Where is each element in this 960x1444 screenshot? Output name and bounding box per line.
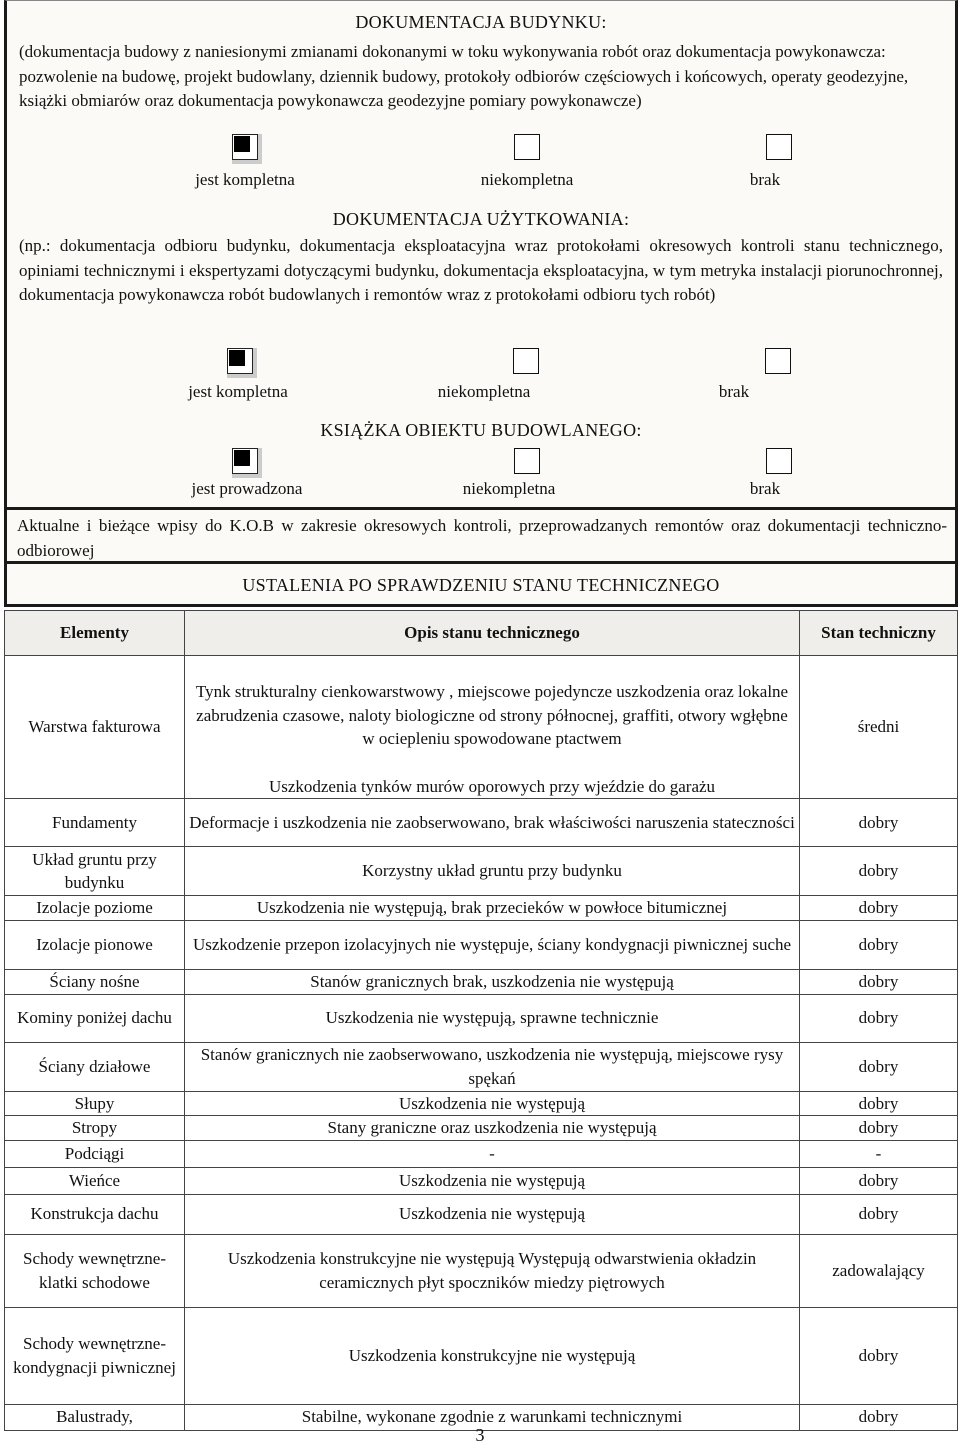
building-docs-checkbox-complete[interactable] (232, 134, 258, 160)
table-row (5, 920, 958, 969)
row-state: dobry (800, 969, 958, 994)
row-element: Podciągi (5, 1140, 185, 1167)
row-element: Konstrukcja dachu (5, 1194, 185, 1234)
row-element: Izolacje poziome (5, 896, 185, 921)
row-state: dobry (800, 896, 958, 921)
row-description: Uszkodzenia nie występują (185, 1091, 800, 1116)
row-element: Schody wewnętrzne- kondygnacji piwnicznej (5, 1307, 185, 1404)
row-description: Uszkodzenia nie występują (185, 1194, 800, 1234)
row-state: dobry (800, 1404, 958, 1430)
row-description: - (185, 1140, 800, 1167)
row-element: Fundamenty (5, 799, 185, 847)
row-element: Ściany działowe (5, 1042, 185, 1091)
row-description: Deformacje i uszkodzenia nie zaobserwowano, brak właściwości naruszenia stateczności (185, 799, 800, 847)
row-description: Uszkodzenia konstrukcyjne nie występują Występują odwarstwienia okładzin ceramicznych płyt spoczników miedzy piętrowych (185, 1234, 800, 1307)
kob-separator (7, 507, 955, 510)
table-row (5, 1091, 958, 1116)
row-element: Balustrady, (5, 1404, 185, 1430)
row-state: dobry (800, 1167, 958, 1194)
row-state: dobry (800, 1194, 958, 1234)
usage-docs-checkbox-missing[interactable] (765, 348, 791, 374)
row-description: Stanów granicznych nie zaobserwowano, uszkodzenia nie występują, miejscowe rysy spękań (185, 1042, 800, 1091)
usage-docs-title: DOKUMENTACJA UŻYTKOWANIA: (332, 209, 630, 229)
building-docs-title: DOKUMENTACJA BUDYNKU: (355, 12, 607, 32)
header-state: Stan techniczny (800, 611, 958, 656)
usage-docs-option-incomplete: niekompletna (437, 382, 531, 401)
table-row (5, 969, 958, 994)
row-element: Stropy (5, 1116, 185, 1141)
row-element: Izolacje pionowe (5, 920, 185, 969)
row-description: Uszkodzenie przepon izolacyjnych nie występuje, ściany kondygnacji piwnicznej suche (185, 920, 800, 969)
row-state: dobry (800, 1091, 958, 1116)
row-description: Stabilne, wykonane zgodnie z warunkami technicznymi (185, 1404, 800, 1430)
row-element: Kominy poniżej dachu (5, 994, 185, 1042)
kob-checkbox-incomplete[interactable] (514, 448, 540, 474)
section-title: USTALENIA PO SPRAWDZENIU STANU TECHNICZNEGO (242, 575, 720, 595)
usage-docs-text: (np.: dokumentacja odbioru budynku, dokumentacja eksploatacyjna wraz protokołami okresowych kontroli stanu technicznego, opiniami technicznymi i ekspertyzami dotyczącymi budynku, dokumentacja eksploatacyjna, w tym metryka instalacji piorunochronnej, dokumentacja powykonawcza robót budowlanych i remontów wraz z protokołami odbioru tych robót) (19, 236, 943, 304)
documentation-frame (4, 0, 958, 607)
kob-checkbox-kept[interactable] (232, 448, 258, 474)
table-row (5, 994, 958, 1042)
usage-docs-checkbox-incomplete[interactable] (513, 348, 539, 374)
row-state: dobry (800, 1307, 958, 1404)
usage-docs-checkbox-complete[interactable] (227, 348, 253, 374)
table-row (5, 1194, 958, 1234)
usage-docs-option-complete: jest kompletna (188, 382, 288, 401)
building-docs-text: (dokumentacja budowy z naniesionymi zmianami dokonanymi w toku wykonywania robót oraz dokumentacja powykonawcza: pozwolenie na budowę, projekt budowlany, dziennik budowy, protokoły odbiorów częściowych i końcowych, operaty geodezyjne, książki obmiarów oraz dokumentacja powykonawcza geodezyjne pomiary powykonawcze) (19, 42, 909, 110)
row-description: Uszkodzenia konstrukcyjne nie występują (185, 1307, 800, 1404)
building-docs-option-missing: brak (749, 170, 781, 189)
row-element: Układ gruntu przy budynku (5, 847, 185, 896)
table-row (5, 1042, 958, 1091)
building-docs-checkbox-incomplete[interactable] (514, 134, 540, 160)
row-description: Uszkodzenia nie występują, sprawne technicznie (185, 994, 800, 1042)
table-header-row (5, 611, 958, 656)
row-state: dobry (800, 1116, 958, 1141)
table-row (5, 1140, 958, 1167)
header-description: Opis stanu technicznego (185, 611, 800, 656)
row-description: Stany graniczne oraz uszkodzenia nie występują (185, 1116, 800, 1141)
row-description: Uszkodzenia nie występują, brak przecieków w powłoce bitumicznej (185, 896, 800, 921)
kob-checkbox-missing[interactable] (766, 448, 792, 474)
technical-state-table (4, 610, 958, 1431)
building-docs-checkbox-missing[interactable] (766, 134, 792, 160)
row-element: Ściany nośne (5, 969, 185, 994)
row-description: Stanów granicznych brak, uszkodzenia nie występują (185, 969, 800, 994)
row-state: dobry (800, 994, 958, 1042)
kob-title: KSIĄŻKA OBIEKTU BUDOWLANEGO: (320, 420, 642, 440)
row-description: Uszkodzenia nie występują (185, 1167, 800, 1194)
kob-option-kept: jest prowadzona (191, 479, 303, 498)
table-row (5, 1234, 958, 1307)
row-state: dobry (800, 847, 958, 896)
table-row (5, 1116, 958, 1141)
row-description: Tynk strukturalny cienkowarstwowy , miejscowe pojedyncze uszkodzenia oraz lokalne zabrudzenia czasowe, naloty biologiczne od strony północnej, graffiti, otwory wgłębne w ociepleniu spowodowane ptactwem (185, 656, 800, 775)
table-row (5, 656, 958, 775)
row-state: średni (800, 656, 958, 799)
row-element: Wieńce (5, 1167, 185, 1194)
building-docs-option-incomplete: niekompletna (480, 170, 574, 189)
page-number: 3 (475, 1425, 485, 1444)
kob-option-incomplete: niekompletna (462, 479, 556, 498)
row-state: dobry (800, 799, 958, 847)
row-element: Słupy (5, 1091, 185, 1116)
table-row (5, 847, 958, 896)
row-element: Schody wewnętrzne- klatki schodowe (5, 1234, 185, 1307)
row-description: Korzystny układ gruntu przy budynku (185, 847, 800, 896)
section-separator (7, 561, 955, 564)
header-elements: Elementy (5, 611, 185, 656)
row-state: - (800, 1140, 958, 1167)
kob-note: Aktualne i bieżące wpisy do K.O.B w zakresie okresowych kontroli, przeprowadzanych remontów oraz dokumentacji techniczno- odbiorowej (17, 516, 947, 560)
row-state: zadowalający (800, 1234, 958, 1307)
building-docs-option-complete: jest kompletna (195, 170, 295, 189)
row-element: Warstwa fakturowa (5, 656, 185, 799)
row-description: Uszkodzenia tynków murów oporowych przy wjeździe do garażu (185, 775, 800, 799)
table-row (5, 1167, 958, 1194)
table-row (5, 799, 958, 847)
row-state: dobry (800, 920, 958, 969)
table-row (5, 896, 958, 921)
usage-docs-option-missing: brak (718, 382, 750, 401)
table-row (5, 1307, 958, 1404)
row-state: dobry (800, 1042, 958, 1091)
kob-option-missing: brak (749, 479, 781, 498)
